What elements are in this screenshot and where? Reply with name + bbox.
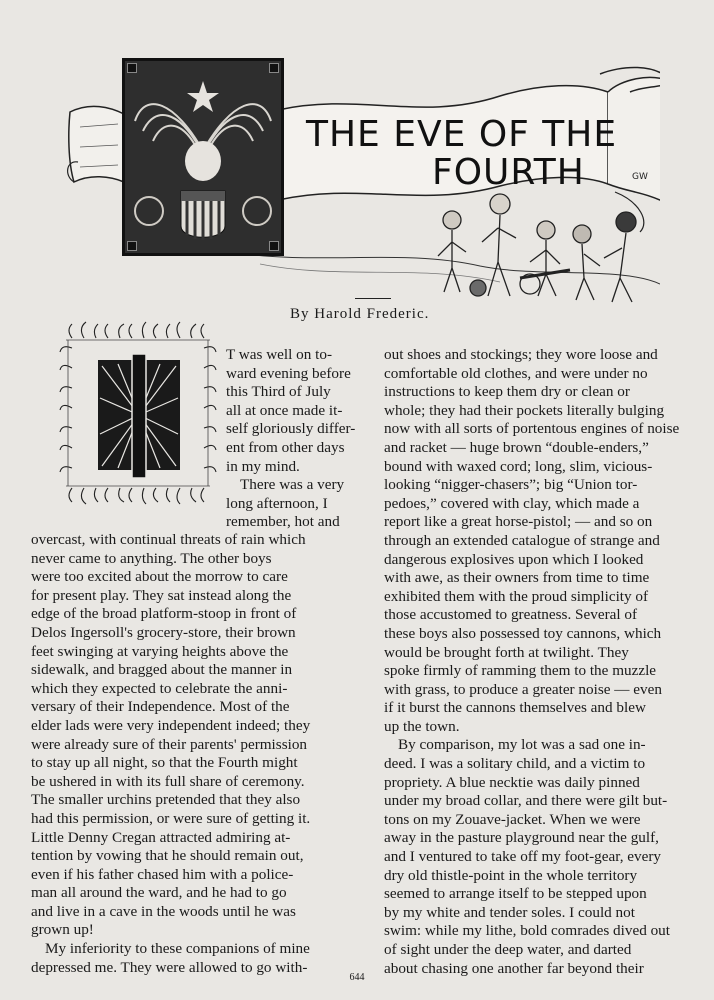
text-line: ward evening before — [226, 364, 351, 382]
text-line: grown up! — [31, 921, 94, 939]
text-line: and I ventured to take off my foot-gear, every — [384, 848, 662, 866]
text-line: overcast, with continual threats of rain which — [31, 531, 306, 548]
text-line: those accustomed to greatness. Several of — [384, 606, 638, 624]
text-line: pedoes,” covered with clay, which made a — [384, 494, 640, 512]
byline-rule — [355, 298, 391, 299]
text-line: would be brought forth at twilight. They — [384, 643, 629, 661]
text-line: depressed me. They were allowed to go with- — [31, 958, 308, 976]
text-line: versary of their Independence. Most of the — [31, 698, 290, 716]
text-line: Delos Ingersoll's grocery-store, their brown — [31, 623, 296, 641]
page-number: 644 — [349, 972, 365, 983]
text-line: dangerous explosives upon which I looked — [384, 550, 644, 568]
plate-bolt — [269, 241, 279, 251]
text-line: of sight under the deep water, and darted — [384, 941, 632, 958]
text-line: away in the pasture playground near the gulf, — [384, 829, 659, 847]
text-line: The smaller urchins pretended that they also — [31, 791, 301, 809]
text-line: bound with waxed cord; long, slim, vicious- — [384, 457, 653, 475]
text-line: spoke firmly of ramming them to the muzzle — [384, 662, 657, 680]
text-line: all at once made it- — [226, 401, 343, 419]
plate-bolt — [269, 63, 279, 73]
text-line: these boys also possessed toy cannons, which — [384, 624, 662, 642]
text-line: deed. I was a solitary child, and a victim to — [384, 755, 646, 773]
text-line: now with all sorts of portentous engines of noise — [384, 420, 680, 438]
text-line: propriety. A blue necktie was daily pinned — [384, 773, 640, 791]
text-line: looking “nigger-chasers”; big “Union tor- — [384, 476, 638, 494]
text-line: for present play. They sat instead along the — [31, 586, 292, 604]
text-line: with grass, to produce a greater noise — even — [384, 680, 662, 698]
left-column-beside-initial — [226, 346, 372, 532]
text-line: whole; they had their pockets literally bulging — [384, 401, 665, 419]
text-line: this Third of July — [226, 383, 331, 401]
text-line: in my mind. — [226, 457, 300, 475]
plate-bolt — [127, 63, 137, 73]
text-line: about chasing one another far beyond their — [384, 959, 644, 977]
text-line: sidewalk, and bragged about the manner in — [31, 661, 293, 679]
text-line: By comparison, my lot was a sad one in- — [398, 736, 646, 754]
text-line: tention by vowing that he should remain out, — [31, 847, 304, 865]
eagle-shield-plate — [122, 58, 284, 256]
text-line: swim: while my lithe, bold comrades dived out — [384, 922, 670, 940]
text-line: up the town. — [384, 717, 460, 735]
byline: By Harold Frederic. — [290, 306, 430, 322]
text-line: dry old thistle-point in the whole territory — [384, 866, 638, 884]
text-line: elder lads were very independent indeed; they — [31, 716, 311, 734]
text-line: man all around the ward, and he had to go — [31, 884, 287, 902]
text-line: which they expected to celebrate the anni- — [31, 679, 288, 697]
text-line: edge of the broad platform-stoop in front of — [31, 605, 297, 623]
text-line: and live in a cave in the woods until he was — [31, 902, 296, 920]
text-line: even if his father chased him with a police- — [31, 865, 294, 883]
text-line: if it burst the cannons themselves and blew — [384, 699, 646, 717]
text-line: and racket — huge brown “double-enders,” — [384, 438, 649, 456]
right-column — [384, 346, 689, 978]
text-line: There was a very — [240, 476, 345, 494]
drop-cap-initial — [58, 318, 218, 508]
text-line: had this permission, or were sure of getting it. — [31, 809, 311, 827]
text-line: out shoes and stockings; they wore loose and — [384, 346, 658, 363]
text-line: with awe, as their owners from time to time — [384, 569, 650, 587]
plate-bolt — [127, 241, 137, 251]
text-line: report like a great horse-pistol; — and so on — [384, 513, 653, 531]
title-line-1: THE EVE OF THE — [306, 114, 618, 155]
text-line: instructions to keep them dry or clean or — [384, 383, 630, 401]
left-column-main — [31, 531, 370, 977]
text-line: under my broad collar, and there were gilt but- — [384, 792, 668, 810]
text-line: be ushered in with its full share of ceremony. — [31, 772, 305, 790]
text-line: through an extended catalogue of strange and — [384, 531, 660, 549]
text-line: ent from other days — [226, 438, 345, 456]
text-line: never came to anything. The other boys — [31, 549, 272, 567]
text-line: comfortable old clothes, and were under no — [384, 364, 648, 382]
text-line: feet swinging at varying heights above the — [31, 642, 289, 660]
text-line: Little Denny Cregan attracted admiring at- — [31, 828, 291, 846]
text-line: T was well on to- — [226, 346, 333, 363]
text-line: long afternoon, I — [226, 494, 328, 512]
text-line: remember, hot and — [226, 513, 340, 531]
text-line: self gloriously differ- — [226, 420, 356, 438]
text-line: were already sure of their parents' permission — [31, 735, 308, 753]
text-line: tons on my Zouave-jacket. When we were — [384, 810, 641, 828]
text-line: by my white and tender soles. I could not — [384, 903, 635, 921]
firecracker-initial-ornament — [58, 318, 218, 508]
text-line: My inferiority to these companions of mine — [45, 940, 310, 958]
text-line: to stay up all night, so that the Fourth might — [31, 754, 298, 772]
text-line: seemed to arrange itself to be stepped upon — [384, 885, 647, 903]
eagle-shield-emblem — [125, 61, 281, 253]
illustrator-initials: GW — [632, 172, 648, 182]
text-line: were too excited about the morrow to care — [31, 568, 288, 586]
title-line-2: FOURTH — [432, 152, 585, 193]
text-line: exhibited them with the proud simplicity of — [384, 587, 649, 605]
